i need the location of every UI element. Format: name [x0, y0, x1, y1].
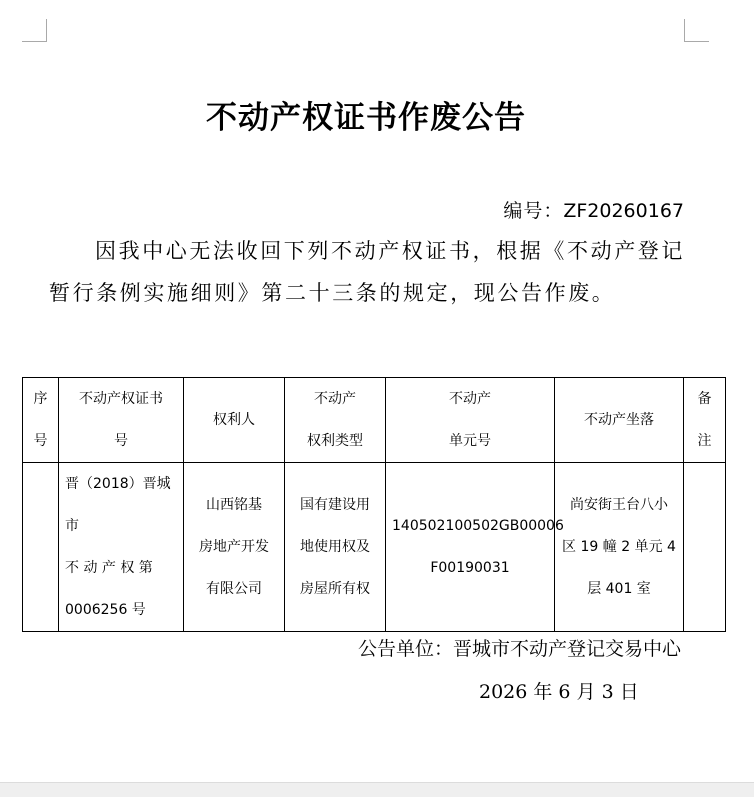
page-corner-mark — [22, 19, 47, 42]
issuing-organization: 公告单位：晋城市不动产登记交易中心 — [358, 638, 682, 660]
header-cert-no: 不动产权证书 号 — [59, 378, 184, 463]
paragraph-line: 暂行条例实施细则》第二十三条的规定，现公告作废。 — [49, 281, 616, 305]
table-header-row — [23, 378, 726, 463]
cell-owner: 山西铭基 房地产开发 有限公司 — [184, 463, 285, 632]
paragraph-line: 因我中心无法收回下列不动产权证书，根据《不动产登记 — [95, 239, 685, 263]
cell-cert-no: 晋（2018）晋城市 不 动 产 权 第 0006256 号 — [59, 463, 184, 632]
header-location: 不动产坐落 — [555, 378, 684, 463]
announcement-paragraph — [49, 230, 689, 314]
table-row — [23, 463, 726, 632]
serial-number — [503, 196, 684, 223]
document-title: 不动产权证书作废公告 — [206, 100, 526, 136]
cell-remark — [684, 463, 726, 632]
cell-unit-no: 140502100502GB00006 F00190031 — [386, 463, 555, 632]
cell-right-type: 国有建设用 地使用权及 房屋所有权 — [285, 463, 386, 632]
issue-date: 2026 年 6 月 3 日 — [479, 681, 639, 703]
serial-value: ZF20260167 — [563, 200, 684, 222]
header-seq: 序 号 — [23, 378, 59, 463]
serial-label: 编号： — [503, 200, 564, 222]
page-corner-mark — [684, 19, 709, 42]
cell-seq — [23, 463, 59, 632]
header-unit-no: 不动产 单元号 — [386, 378, 555, 463]
certificate-table — [22, 377, 726, 632]
header-owner: 权利人 — [184, 378, 285, 463]
viewer-bottom-bar — [0, 782, 754, 797]
header-remark: 备 注 — [684, 378, 726, 463]
header-right-type: 不动产 权利类型 — [285, 378, 386, 463]
cell-location: 尚安街王台八小 区 19 幢 2 单元 4 层 401 室 — [555, 463, 684, 632]
